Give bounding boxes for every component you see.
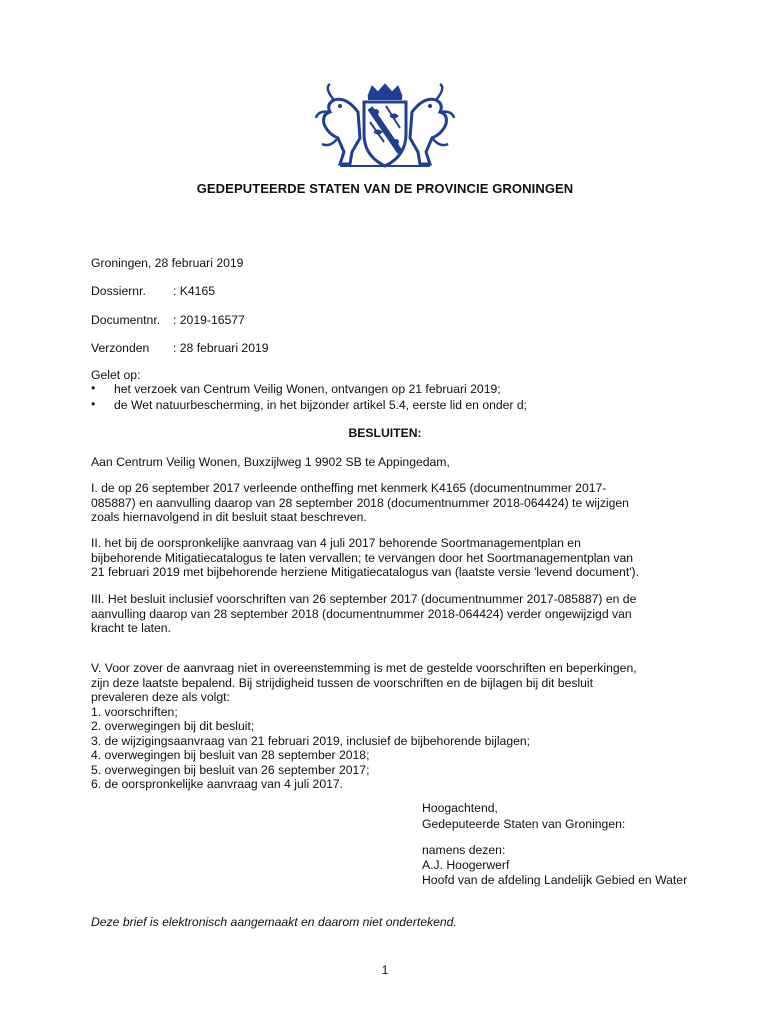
priority-list-item: 1. voorschriften; (91, 704, 178, 719)
province-crest-logo (300, 82, 470, 174)
document-number-row (91, 313, 245, 327)
priority-list-item: 6. de oorspronkelijke aanvraag van 4 juli 2017. (91, 777, 344, 791)
document-number-value: : 2019-16577 (173, 313, 245, 327)
dossier-row (91, 284, 215, 298)
paragraph-line: zijn deze laatste bepalend. Bij strijdigheid tussen de voorschriften en de bijlagen bij dit besluit (91, 675, 594, 690)
paragraph-line: aanvulling daarop van 28 september 2018 (documentnummer 2018-064424) verder ongewijzigd van (91, 606, 632, 621)
considering-item: het verzoek van Centrum Veilig Wonen, ontvangen op 21 februari 2019; (114, 382, 501, 396)
priority-list-item: 2. overwegingen bij dit besluit; (91, 719, 255, 733)
document-title: GEDEPUTEERDE STATEN VAN DE PROVINCIE GRONINGEN (196, 181, 574, 196)
considering-heading: Gelet op: (91, 368, 141, 382)
page-number: 1 (381, 963, 389, 977)
on-behalf: namens dezen: (422, 843, 506, 857)
place-date: Groningen, 28 februari 2019 (91, 256, 244, 270)
sent-row (91, 341, 269, 355)
document-number-label: Documentnr. (91, 313, 161, 327)
decision-paragraph-5 (91, 661, 691, 792)
closing: Hoogachtend, (422, 801, 498, 815)
bullet-icon: • (91, 381, 96, 395)
paragraph-line: 085887) en aanvulling daarop van 28 september 2018 (documentnummer 2018-064424) te wijzigen (91, 495, 629, 510)
dossier-value: : K4165 (173, 284, 216, 298)
signatory-name: A.J. Hoogerwerf (422, 858, 510, 872)
sent-value: : 28 februari 2019 (173, 341, 269, 355)
priority-list-item: 4. overwegingen bij besluit van 28 september 2018; (91, 748, 370, 762)
electronic-note: Deze brief is elektronisch aangemaakt en daarom niet ondertekend. (91, 915, 457, 929)
paragraph-line: I. de op 26 september 2017 verleende ontheffing met kenmerk K4165 (documentnummer 2017- (91, 481, 607, 495)
signatory-role: Hoofd van de afdeling Landelijk Gebied en Water (422, 873, 688, 887)
paragraph-line: zoals hiernavolgend in dit besluit staat beschreven. (91, 510, 367, 524)
paragraph-line: bijbehorende Mitigatiecatalogus te laten vervallen; te vervangen door het Soortmanagementplan van (91, 550, 634, 565)
paragraph-line: II. het bij de oorspronkelijke aanvraag van 4 juli 2017 behorende Soortmanagementplan en (91, 536, 581, 550)
decision-paragraph-3 (91, 592, 691, 636)
paragraph-line: V. Voor zover de aanvraag niet in overeenstemming is met de gestelde voorschriften en beperkingen, (91, 661, 637, 675)
decision-paragraph-2 (91, 536, 691, 580)
priority-list-item: 3. de wijzigingsaanvraag van 21 februari 2019, inclusief de bijbehorende bijlagen; (91, 733, 531, 748)
considering-item: de Wet natuurbescherming, in het bijzonder artikel 5.4, eerste lid en onder d; (114, 398, 528, 412)
bullet-icon: • (91, 397, 96, 411)
sent-label: Verzonden (91, 341, 150, 355)
dossier-label: Dossiernr. (91, 284, 146, 298)
paragraph-line: 21 februari 2019 met bijbehorende herziene Mitigatiecatalogus van (laatste versie 'levend document'). (91, 565, 639, 579)
decision-heading: BESLUITEN: (348, 426, 422, 440)
signing-body: Gedeputeerde Staten van Groningen: (422, 817, 626, 831)
addressee: Aan Centrum Veilig Wonen, Buxzijlweg 1 9902 SB te Appingedam, (91, 455, 450, 469)
priority-list-item: 5. overwegingen bij besluit van 26 september 2017; (91, 762, 370, 777)
paragraph-line: III. Het besluit inclusief voorschriften van 26 september 2017 (documentnummer 2017-085887) en de (91, 592, 637, 606)
decision-paragraph-1 (91, 481, 691, 525)
paragraph-line: kracht te laten. (91, 621, 171, 635)
paragraph-line: prevaleren deze als volgt: (91, 690, 230, 704)
